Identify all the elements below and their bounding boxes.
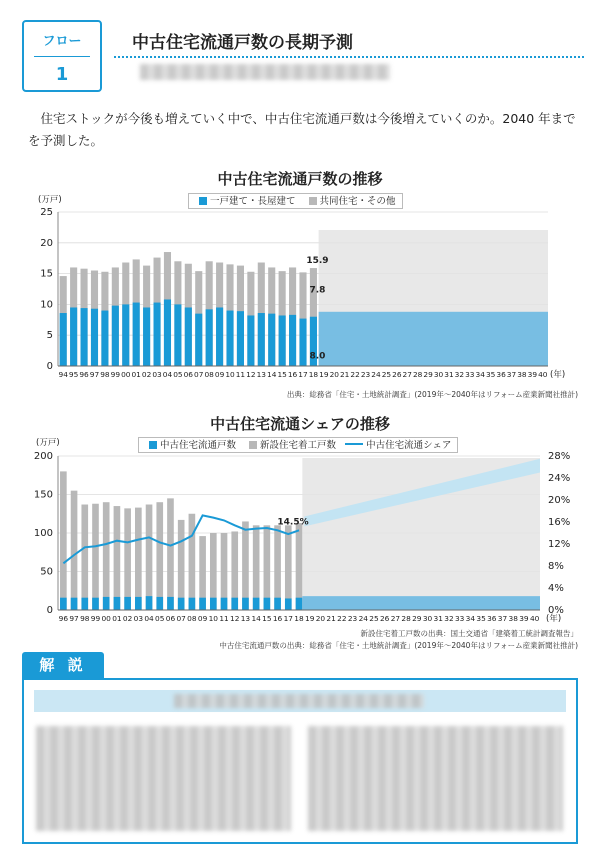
chart1-bar-detached [101,311,108,366]
chart2-xtick-label: 99 [90,614,101,623]
chart1-source: 出典：総務省「住宅・土地統計調査」(2019年～2040年はリフォーム産業新聞社推計) [286,390,578,399]
chart2-xtick-label: 11 [219,614,229,623]
chart1-xtick-label: 05 [173,370,183,379]
chart1-xtick-label: 02 [141,370,152,379]
chart2-xtick-label: 17 [283,614,293,623]
chart2-bar-new [92,504,99,610]
chart1-xtick-label: 94 [58,370,68,379]
chart1-xtick-label: 38 [517,370,527,379]
chart1-bar-detached [206,309,213,366]
chart2-xtick-label: 97 [69,614,79,623]
chart1-xtick-label: 96 [79,370,89,379]
chart1-xtick-label: 14 [267,370,277,379]
chart2-y2tick-label: 4% [548,583,564,594]
chart2-xtick-label: 27 [390,614,401,623]
chart2-xtick-label: 36 [487,614,497,623]
chart2-bar-new [242,521,249,610]
kaisetsu-box [22,678,578,844]
chart2-y2tick-label: 28% [548,451,571,462]
chart2-y2tick-label: 8% [548,561,564,572]
chart1-bar-detached [70,307,77,366]
chart1-bar-detached [164,299,171,366]
chart1-xtick-label: 20 [329,370,339,379]
chart2-xtick-label: 14 [251,614,261,623]
chart1-bar-detached [153,303,160,366]
chart1-xtick-label: 39 [527,370,538,379]
chart2-xtick-label: 23 [347,614,358,623]
chart1-bar-detached [247,315,254,366]
chart1-xtick-label: 32 [454,370,465,379]
chart2-xtick-label: 12 [230,614,240,623]
chart2-xtick-label: 22 [337,614,347,623]
chart1-bar-detached [174,304,181,366]
chart2-xtick-label: 19 [305,614,315,623]
chart2-xtick-label: 21 [326,614,336,623]
chart2-bar-used [199,598,206,610]
chart1-xtick-label: 40 [538,370,548,379]
chart2-xtick-label: 34 [465,614,476,623]
chart2-ytick-label: 50 [40,566,53,578]
chart2-bar-used [264,598,271,610]
chart2-xtick-label: 02 [122,614,133,623]
chart2-bar-used [210,598,217,610]
chart1-xtick-label: 11 [235,370,246,379]
chart1-xtick-label: 35 [485,370,496,379]
chart2-bar-used [146,596,153,610]
chart1-xtick-label: 33 [465,370,475,379]
chart1-bar-detached [81,308,88,366]
chart2-bar-new [60,471,67,610]
chart1-bar-detached [299,319,306,366]
redacted-body-left [36,726,291,831]
chart1-xtick-label: 25 [381,370,392,379]
chart1-data-label: 15.9 [306,256,329,267]
chart1-bar-detached [279,315,286,366]
legend-label: 新設住宅着工戸数 [260,440,337,451]
chart2-ylabel: (万戸) [36,438,60,448]
chart1-ylabel: (万戸) [38,195,62,205]
chart1-xtick-label: 16 [287,370,298,379]
chart1-xlabel: (年) [550,370,566,380]
chart2-bar-new [135,508,142,610]
chart2-y2tick-label: 24% [548,473,571,484]
chart2-xtick-label: 08 [187,614,197,623]
chart2-ytick-label: 0 [46,605,53,616]
legend-label: 共同住宅・その他 [319,196,396,207]
chart1-xtick-label: 97 [89,370,100,379]
chart1-xtick-label: 23 [360,370,371,379]
chart2-bar-used [167,597,174,610]
chart1-bar-detached [216,307,223,366]
chart1-ytick-label: 15 [40,268,53,280]
chart1-bar-detached [289,315,296,366]
chart2-xtick-label: 00 [101,614,111,623]
chart2-source-2: 中古住宅流通戸数の出典：総務省「住宅・土地統計調査」(2019年～2040年はリフォーム産業新聞社推計) [219,641,578,650]
chart1-xtick-label: 12 [246,370,256,379]
page-title: 中古住宅流通戸数の長期予測 [132,33,353,53]
chart2-xtick-label: 09 [197,614,208,623]
chart1-xtick-label: 07 [194,370,204,379]
chart2-y2tick-label: 12% [548,539,571,550]
chart1-xtick-label: 00 [121,370,131,379]
chart2-ytick-label: 150 [33,489,53,501]
chart1-ytick-label: 5 [46,330,53,342]
legend-label: 一戸建て・長屋建て [210,196,296,207]
chart1-xtick-label: 30 [433,370,444,379]
chart2-xtick-label: 38 [508,614,518,623]
chart2-bar-new [296,523,303,610]
chart1-bar-detached [226,311,233,366]
chart1-bar-detached [91,309,98,366]
chart2-bar-used [156,597,163,610]
chart1-xtick-label: 99 [110,370,121,379]
chart1-title: 中古住宅流通戸数の推移 [217,170,383,188]
chart1-xtick-label: 26 [392,370,402,379]
chart1-xtick-label: 36 [496,370,506,379]
chart2-xtick-label: 25 [369,614,379,623]
chart2-bar-used [242,598,249,610]
chart1-ytick-label: 25 [40,207,53,218]
chart1-data-label: 7.8 [309,285,326,296]
chart2-bar-used [274,598,281,610]
chart2-title: 中古住宅流通シェアの推移 [210,415,390,433]
chart2-xtick-label: 26 [379,614,390,623]
chart1-bar-detached [195,314,202,366]
chart2-bar-used [253,598,260,610]
chart2-y2tick-label: 20% [548,495,571,506]
chart2-bar-new [81,505,88,610]
chart2-bar-new [189,514,196,610]
chart2-bar-used [296,598,303,610]
chart1-xtick-label: 34 [475,370,485,379]
chart1-ytick-label: 10 [40,299,53,311]
chart2-bar-used [231,598,238,610]
chart1-xtick-label: 24 [371,370,381,379]
legend-label: 中古住宅流通戸数 [160,440,237,451]
chart1-data-label: 8.0 [309,351,326,362]
chart1-xtick-label: 21 [339,370,350,379]
chart1-xtick-label: 06 [183,370,194,379]
chart2-bar-used [114,597,121,610]
chart2-bar-used [71,598,78,610]
chart2-xtick-label: 37 [497,614,508,623]
chart1-xtick-label: 17 [298,370,308,379]
chart1-xtick-label: 19 [319,370,329,379]
chart2-xtick-label: 04 [144,614,154,623]
chart2-xtick-label: 29 [412,614,422,623]
chart2-xtick-label: 10 [208,614,219,623]
chart2-xtick-label: 18 [294,614,304,623]
chart2-y2tick-label: 16% [548,517,571,528]
chart2-bar-new [167,498,174,610]
chart1-ytick-label: 20 [40,237,53,249]
chart2-xtick-label: 13 [240,614,251,623]
chart1-bar-detached [258,313,265,366]
chart2-bar-used [103,597,110,610]
chart2-xtick-label: 28 [401,614,411,623]
chart1-xtick-label: 37 [506,370,517,379]
chart2-bar-used [285,598,292,610]
chart2-bar-used [124,597,131,610]
chart1-xtick-label: 22 [350,370,360,379]
chart1-xtick-label: 04 [162,370,173,379]
chart1-bar-detached [237,311,244,366]
intro-paragraph: 住宅ストックが今後も増えていく中で、中古住宅流通戸数は今後増えていくのか。2040 年までを予測した。 [28,111,576,148]
chart2-xtick-label: 01 [112,614,122,623]
chart1-xtick-label: 28 [412,370,423,379]
chart1-bar-detached [133,303,140,366]
chart1-xtick-label: 03 [152,370,162,379]
chart2-bar-used [81,598,88,610]
chart2-xtick-label: 40 [529,614,540,623]
flow-label: フロー [42,34,82,49]
chart2-bar-new [274,525,281,610]
redacted-body-right [308,726,563,831]
chart2-xtick-label: 35 [476,614,486,623]
chart2-ytick-label: 100 [33,528,53,539]
chart2-xtick-label: 98 [80,614,90,623]
chart1-xtick-label: 09 [214,370,225,379]
legend-label: 中古住宅流通シェア [366,440,452,451]
chart2-xtick-label: 24 [358,614,368,623]
chart2-bar-new [124,508,131,610]
chart1-xtick-label: 18 [308,370,319,379]
chart2-bar-used [92,598,99,610]
chart1-xtick-label: 27 [402,370,412,379]
chart2-bar-new [285,525,292,610]
chart1-xtick-label: 95 [68,370,79,379]
chart1-bar-detached [112,306,119,366]
chart2-xtick-label: 96 [58,614,69,623]
chart1-xtick-label: 98 [100,370,110,379]
chart1-forecast-blue [319,312,548,366]
chart2-bar-used [60,598,67,610]
chart2-bar-new [103,502,110,610]
chart2-xtick-label: 06 [165,614,176,623]
kaisetsu-tab: 解 説 [22,652,104,678]
chart2-source-1: 新設住宅着工戸数の出典：国土交通省「建築着工統計調査報告」 [360,629,578,638]
chart2-bar-new [264,525,271,610]
chart2-bar-new [146,505,153,610]
chart2-bar-used [135,597,142,610]
chart2-xtick-label: 30 [422,614,433,623]
chart2-bar-new [156,502,163,610]
chart2-xtick-label: 20 [315,614,326,623]
chart2-xtick-label: 31 [433,614,443,623]
chart2-bar-used [221,598,228,610]
chart1-bar-detached [143,307,150,366]
chart2-ytick-label: 200 [33,451,53,462]
chart2-xtick-label: 07 [176,614,186,623]
chart1-xtick-label: 08 [204,370,214,379]
chart1-xtick-label: 31 [444,370,454,379]
chart2-xtick-label: 03 [133,614,144,623]
chart1-xtick-label: 15 [277,370,287,379]
chart1-ytick-label: 0 [46,361,53,372]
chart2-xlabel: (年) [546,614,562,624]
chart2-xtick-label: 39 [519,614,529,623]
chart1-xtick-label: 01 [131,370,141,379]
chart2-forecast-blue [302,596,540,610]
chart2-bar-new [178,520,185,610]
redacted-heading [174,694,424,708]
chart1-bar-detached [185,307,192,366]
chart1-xtick-label: 13 [256,370,267,379]
flow-number: 1 [55,64,69,85]
chart2-xtick-label: 15 [262,614,272,623]
chart2-data-label: 14.5% [277,517,309,528]
chart2-bar-used [189,598,196,610]
chart1-bar-detached [268,314,275,366]
chart2-xtick-label: 33 [454,614,465,623]
chart2-xtick-label: 16 [272,614,283,623]
chart2-xtick-label: 05 [155,614,165,623]
chart1-xtick-label: 10 [225,370,235,379]
chart2-bar-used [178,598,185,610]
chart2-forecast-blur [302,458,540,610]
chart2-xtick-label: 32 [444,614,454,623]
chart2-y2tick-label: 0% [548,605,564,616]
chart2-bar-new [253,525,260,610]
chart1-bar-detached [122,304,129,366]
chart1-bar-detached [60,313,67,366]
chart1-xtick-label: 29 [423,370,433,379]
chart2-bar-new [71,491,78,610]
chart2-bar-new [114,506,121,610]
